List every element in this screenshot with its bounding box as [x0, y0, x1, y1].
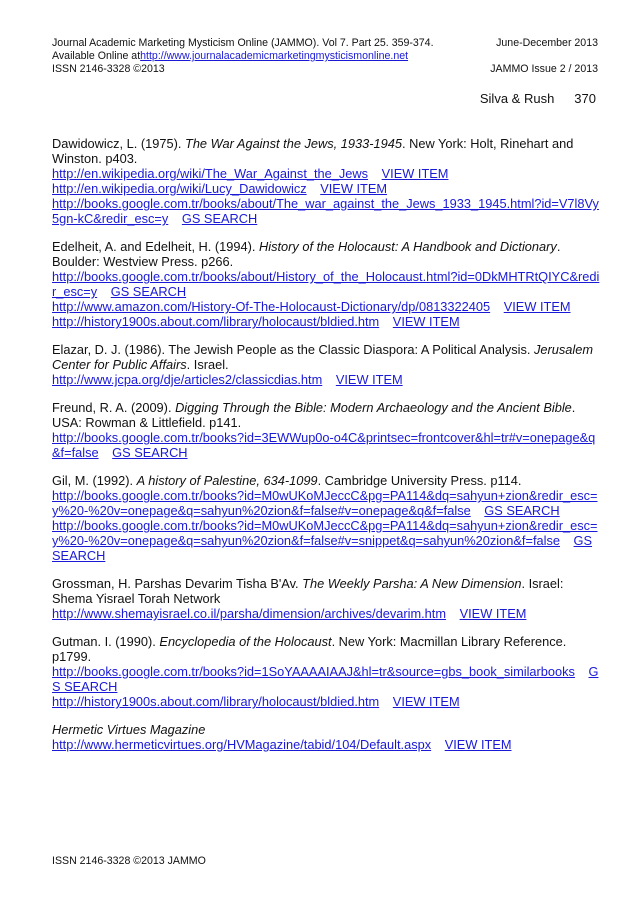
reference-action-link[interactable]: VIEW ITEM [381, 166, 449, 181]
citation-publisher: . Israel. [186, 357, 229, 372]
citation-title: Jerusalem Center for Public Affairs [52, 342, 594, 372]
reference-citation [52, 136, 600, 166]
citation-publisher: . Boulder: Westview Press. p266. [52, 239, 561, 269]
reference-entry [52, 342, 600, 387]
citation-text: Grossman, H. Parshas Devarim Tisha B'Av. [52, 576, 303, 591]
journal-website-link[interactable]: http://www.journalacademicmarketingmysticismonline.net [140, 50, 409, 62]
reference-action-link[interactable]: GS SEARCH [181, 211, 258, 226]
reference-action-link[interactable]: VIEW ITEM [335, 372, 403, 387]
page-footer: ISSN 2146-3328 ©2013 JAMMO [52, 855, 206, 867]
citation-publisher: . Cambridge University Press. p114. [317, 473, 522, 488]
reference-link-row [52, 181, 600, 196]
reference-url-link[interactable]: http://books.google.com.tr/books?id=1SoYAAAAIAAJ&hl=tr&source=gbs_book_similarbooks [52, 664, 575, 679]
reference-link-row [52, 372, 600, 387]
reference-link-row [52, 518, 600, 563]
reference-link-row [52, 694, 600, 709]
citation-title: Digging Through the Bible: Modern Archaeology and the Ancient Bible [175, 400, 572, 415]
reference-link-row [52, 606, 600, 621]
citation-text: Edelheit, A. and Edelheit, H. (1994). [52, 239, 260, 254]
reference-action-link[interactable]: VIEW ITEM [392, 694, 460, 709]
reference-url-link[interactable]: http://books.google.com.tr/books?id=3EWWup0o-o4C&printsec=frontcover&hl=tr#v=onepage&q&f=false [52, 430, 596, 460]
reference-url-link[interactable]: http://www.amazon.com/History-Of-The-Holocaust-Dictionary/dp/0813322405 [52, 299, 491, 314]
reference-url-link[interactable]: http://www.hermeticvirtues.org/HVMagazine/tabid/104/Default.aspx [52, 737, 432, 752]
citation-text: Dawidowicz, L. (1975). [52, 136, 185, 151]
reference-link-row [52, 299, 600, 314]
reference-url-link[interactable]: http://en.wikipedia.org/wiki/Lucy_Dawidowicz [52, 181, 307, 196]
citation-title: Hermetic Virtues Magazine [52, 722, 206, 737]
reference-url-link[interactable]: http://books.google.com.tr/books?id=M0wUKoMJeccC&pg=PA114&dq=sahyun+zion&redir_esc=y%20-%20v=onepage&q=sahyun%20zion&f=false#v=snippet&q=sahyun%20zion&f=false [52, 518, 598, 548]
reference-action-link[interactable]: GS SEARCH [484, 503, 560, 518]
reference-action-link[interactable]: GS SEARCH [112, 445, 188, 460]
citation-publisher: . Israel: Shema Yisrael Torah Network [52, 576, 564, 606]
reference-url-link[interactable]: http://www.shemayisrael.co.il/parsha/dimension/archives/devarim.htm [52, 606, 447, 621]
reference-action-link[interactable]: VIEW ITEM [444, 737, 512, 752]
reference-citation [52, 239, 600, 269]
reference-citation [52, 342, 600, 372]
reference-url-link[interactable]: http://books.google.com.tr/books/about/History_of_the_Holocaust.html?id=0DkMHTRtQIYC&redir_esc=y [52, 269, 600, 299]
reference-entry [52, 136, 600, 226]
journal-title: Journal Academic Marketing Mysticism Online (JAMMO). Vol 7. Part 25. 359-374. [52, 37, 434, 49]
reference-action-link[interactable]: VIEW ITEM [459, 606, 527, 621]
reference-link-row [52, 488, 600, 518]
reference-url-link[interactable]: http://www.jcpa.org/dje/articles2/classicdias.htm [52, 372, 323, 387]
citation-text: Freund, R. A. (2009). [52, 400, 176, 415]
reference-link-row [52, 314, 600, 329]
reference-action-link[interactable]: VIEW ITEM [392, 314, 460, 329]
issue-date: June-December 2013 [496, 37, 598, 49]
reference-entry [52, 722, 600, 752]
citation-publisher: . New York: Holt, Rinehart and Winston. p403. [52, 136, 574, 166]
citation-title: The War Against the Jews, 1933-1945 [185, 136, 402, 151]
reference-url-link[interactable]: http://en.wikipedia.org/wiki/The_War_Against_the_Jews [52, 166, 369, 181]
page-number: 370 [574, 91, 596, 106]
reference-citation [52, 400, 600, 430]
reference-action-link[interactable]: GS SEARCH [52, 664, 599, 694]
authors: Silva & Rush [479, 91, 555, 106]
reference-citation [52, 473, 600, 488]
reference-entry [52, 239, 600, 329]
citation-publisher: . USA: Rowman & Littlefield. p141. [52, 400, 576, 430]
reference-link-row [52, 430, 600, 460]
reference-action-link[interactable]: VIEW ITEM [503, 299, 571, 314]
reference-citation [52, 722, 600, 737]
reference-action-link[interactable]: GS SEARCH [110, 284, 187, 299]
issn-label: ISSN 2146-3328 ©2013 [52, 63, 165, 75]
citation-title: Encyclopedia of the Holocaust [159, 634, 332, 649]
available-online-label: Available Online at [52, 50, 141, 62]
reference-url-link[interactable]: http://history1900s.about.com/library/holocaust/bldied.htm [52, 694, 380, 709]
reference-list [52, 136, 600, 765]
citation-title: The Weekly Parsha: A New Dimension [302, 576, 522, 591]
reference-link-row [52, 166, 600, 181]
citation-text: Gutman. I. (1990). [52, 634, 160, 649]
reference-citation [52, 576, 600, 606]
reference-entry [52, 400, 600, 460]
page-info [480, 91, 596, 106]
reference-url-link[interactable]: http://books.google.com.tr/books/about/The_war_against_the_Jews_1933_1945.html?id=V7l8Vy5gn-kC&redir_esc=y [52, 196, 599, 226]
reference-entry [52, 473, 600, 563]
reference-url-link[interactable]: http://books.google.com.tr/books?id=M0wUKoMJeccC&pg=PA114&dq=sahyun+zion&redir_esc=y%20-%20v=onepage&q=sahyun%20zion&f=false#v=onepage&q&f=false [52, 488, 598, 518]
reference-link-row [52, 196, 600, 226]
citation-text: Gil, M. (1992). [52, 473, 137, 488]
reference-action-link[interactable]: GS SEARCH [52, 533, 593, 563]
reference-entry [52, 634, 600, 709]
citation-text: Elazar, D. J. (1986). The Jewish People as the Classic Diaspora: A Political Analysis. [52, 342, 535, 357]
reference-link-row [52, 664, 600, 694]
citation-publisher: . New York: Macmillan Library Reference. p1799. [52, 634, 567, 664]
reference-link-row [52, 269, 600, 299]
page-header [52, 37, 598, 76]
reference-action-link[interactable]: VIEW ITEM [320, 181, 388, 196]
reference-entry [52, 576, 600, 621]
citation-title: A history of Palestine, 634-1099 [136, 473, 318, 488]
reference-citation [52, 634, 600, 664]
citation-title: History of the Holocaust: A Handbook and Dictionary [259, 239, 557, 254]
issue-number: JAMMO Issue 2 / 2013 [490, 63, 598, 75]
reference-url-link[interactable]: http://history1900s.about.com/library/holocaust/bldied.htm [52, 314, 380, 329]
reference-link-row [52, 737, 600, 752]
